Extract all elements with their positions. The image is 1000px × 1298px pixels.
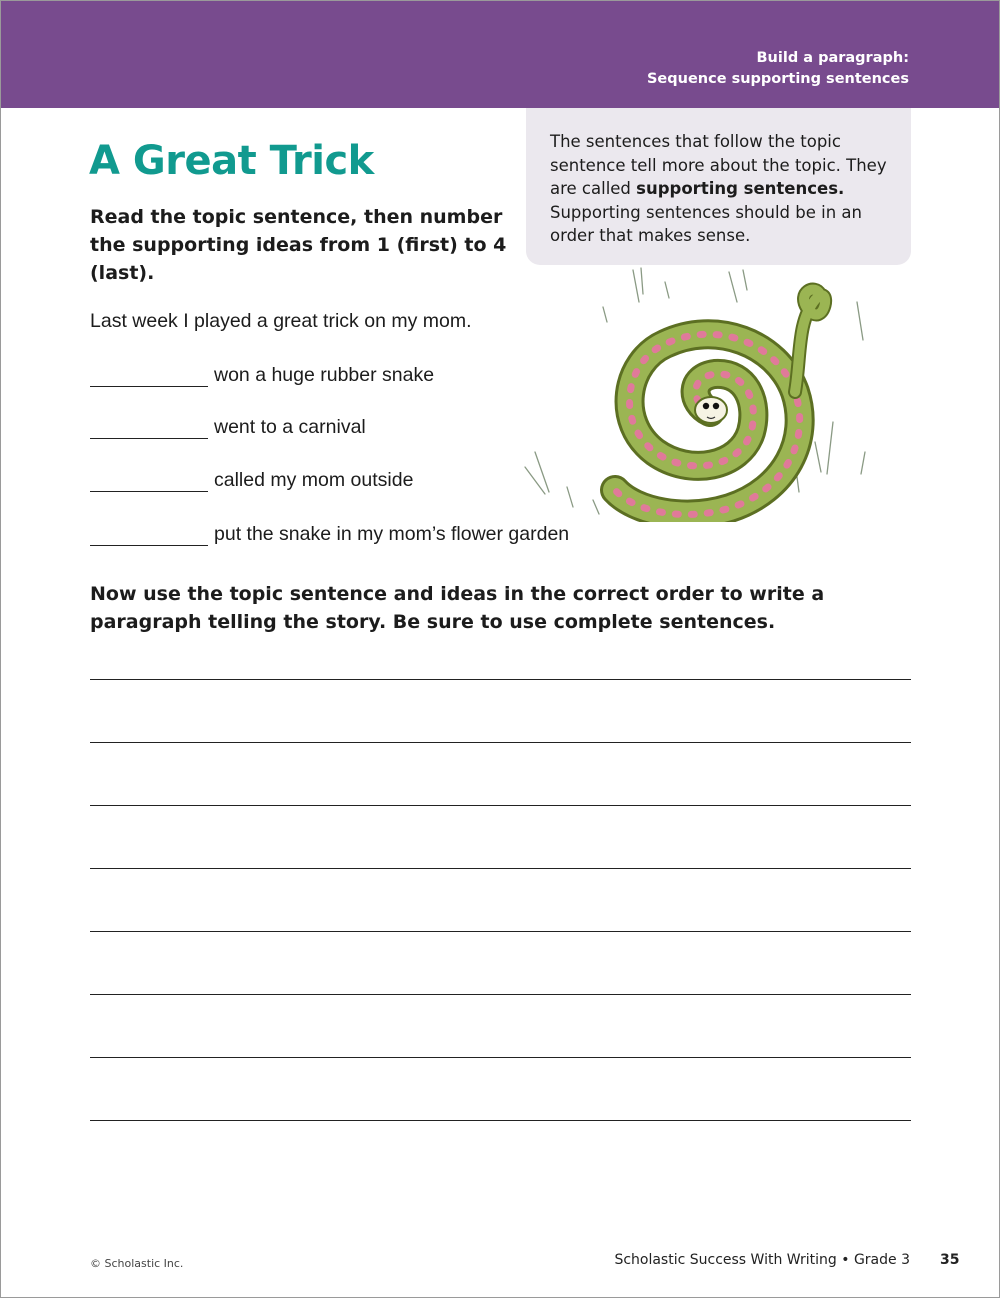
list-item [90,469,413,492]
item-text: called my mom outside [214,469,414,491]
writing-line[interactable] [90,679,911,680]
copyright: © Scholastic Inc. [90,1257,184,1270]
skill-label-line1: Build a paragraph: [756,50,909,66]
writing-line[interactable] [90,1120,911,1121]
writing-line[interactable] [90,931,911,932]
skill-label-line2: Sequence supporting sentences [646,71,909,87]
writing-line[interactable] [90,1057,911,1058]
number-blank[interactable] [90,366,208,387]
header-band [1,1,999,108]
item-text: won a huge rubber snake [214,364,435,386]
snake-illustration [515,262,880,522]
number-blank[interactable] [90,418,208,439]
writing-line[interactable] [90,994,911,995]
item-text: put the snake in my mom’s flower garden [214,523,570,545]
list-item [90,523,569,546]
writing-line[interactable] [90,868,911,869]
writing-line[interactable] [90,742,911,743]
writing-instructions: Now use the topic sentence and ideas in the correct order to write a paragraph telling the story. Be sure to use complete sentences. [90,583,825,633]
tip-text-part2: Supporting sentences should be in an order that makes sense. [550,202,862,245]
number-blank[interactable] [90,471,208,492]
list-item [90,416,366,439]
page-number: 35 [940,1252,960,1268]
tip-box [526,108,911,265]
list-item [90,364,434,387]
writing-line[interactable] [90,805,911,806]
snake-head-icon [695,397,727,423]
book-title: Scholastic Success With Writing • Grade 3 [614,1252,910,1268]
page-title: A Great Trick [89,138,374,184]
topic-sentence: Last week I played a great trick on my mom. [90,310,472,332]
tip-text-bold: supporting sentences. [636,179,845,198]
item-text: went to a carnival [214,416,366,438]
skill-label [647,48,909,90]
directions: Read the topic sentence, then number the supporting ideas from 1 (first) to 4 (last). [90,206,507,284]
tip-text-part1: The sentences that follow the topic sentence tell more about the topic. They are called [550,132,887,198]
number-blank[interactable] [90,525,208,546]
